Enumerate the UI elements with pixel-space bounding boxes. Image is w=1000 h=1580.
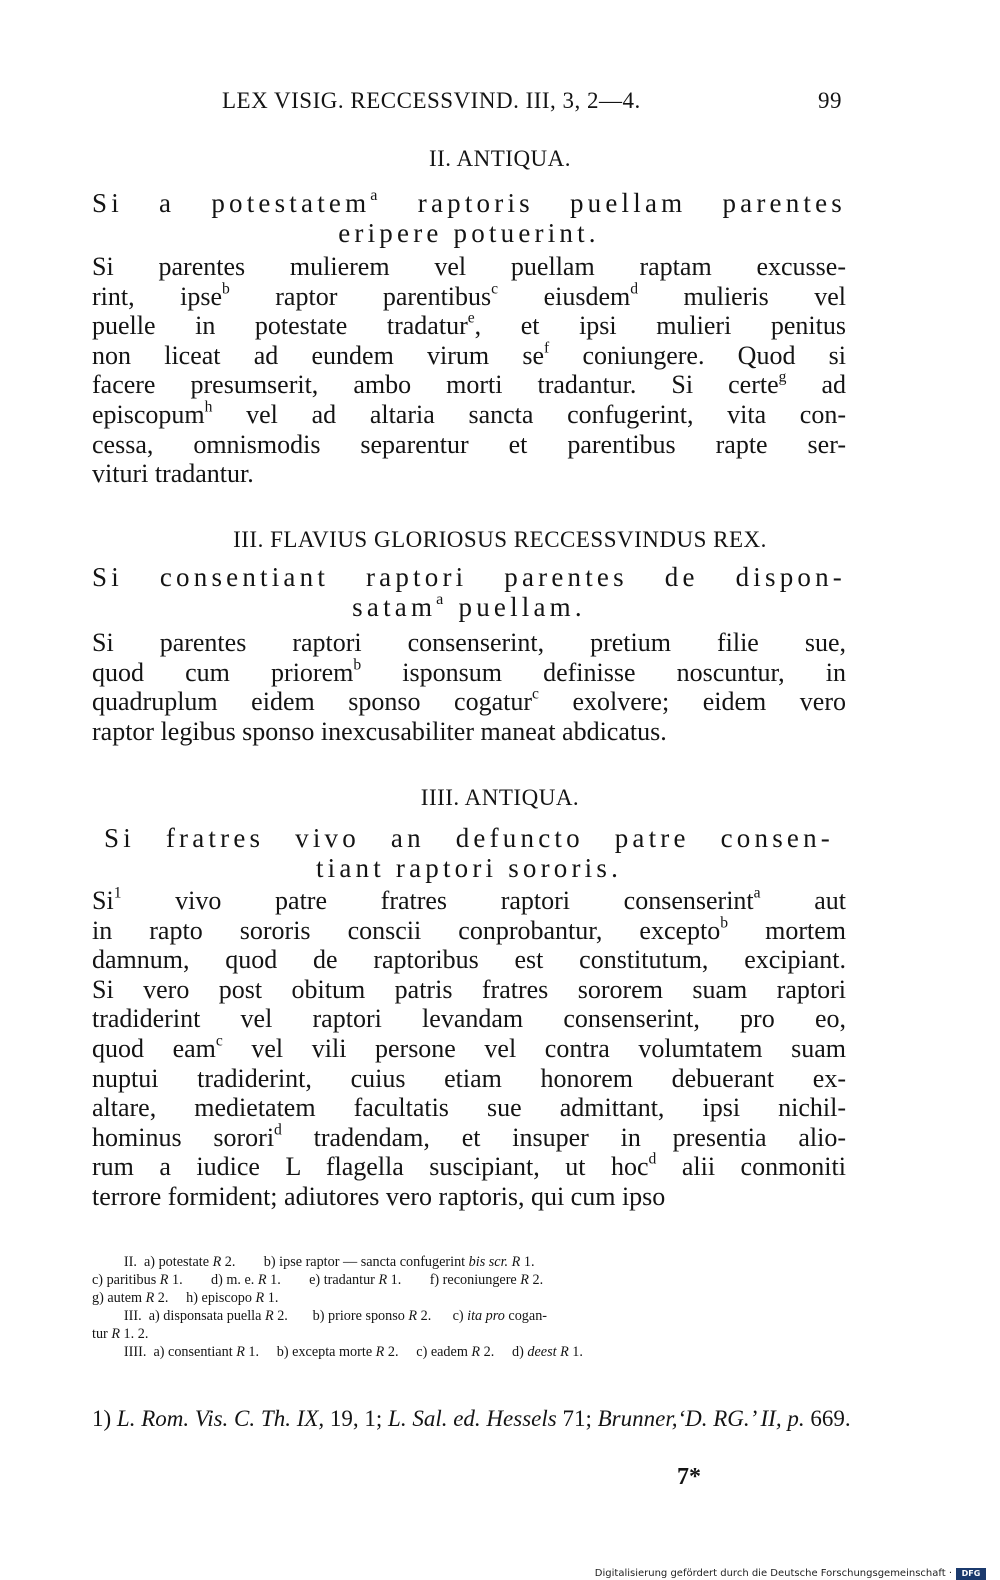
text-line: c) paritibus R 1. d) m. e. R 1. e) tradantur R 1. f) reconiungere R 2. xyxy=(92,1272,544,1288)
text-line: cessa, omnismodis separentur et parentibus rapte ser- xyxy=(92,429,846,459)
text-line: nuptui tradiderint, cuius etiam honorem debuerant ex- xyxy=(92,1063,846,1093)
text-line: damnum, quod de raptoribus est constitutum, excipiant. xyxy=(92,945,846,975)
text-line: in rapto sororis conscii conprobantur, excepto$^b$ mortem xyxy=(92,913,846,945)
text-line: quod cum priorem$^b$ isponsum definisse noscuntur, in xyxy=(92,655,846,687)
text-line: rint, ipse$^b$ raptor parentibus$^c$ eiusdem$^d$ mulieris vel xyxy=(92,279,846,311)
section-heading: III. FLAVIUS GLORIOSUS RECCESSVINDUS REX. xyxy=(233,527,767,552)
critical-apparatus xyxy=(92,1253,846,1361)
text-line: tradiderint vel raptori levandam consenserint, pro eo, xyxy=(92,1004,846,1034)
text-line: tur R 1. 2. xyxy=(92,1326,149,1342)
text-line: quadruplum eidem sponso cogatur$^c$ exolvere; eidem vero xyxy=(92,685,846,717)
text-line: IIII. a) consentiant R 1. b) excepta morte R 2. c) eadem R 2. d) deest R 1. xyxy=(92,1344,583,1360)
text-line: III. a) disponsata puella R 2. b) priore sponso R 2. c) ita pro cogan- xyxy=(92,1308,548,1324)
footnote xyxy=(92,1404,852,1434)
rubric-line: Si fratres vivo an defuncto patre consen- xyxy=(104,823,834,853)
section-heading: IIII. ANTIQUA. xyxy=(420,785,580,810)
text-line: episcopum$^h$ vel ad altaria sancta confugerint, vita con- xyxy=(92,398,846,429)
rubric-line: satam$^a$ puellam. xyxy=(352,589,586,622)
page-number: 99 xyxy=(818,88,842,113)
section-body xyxy=(92,252,846,489)
rubric-line: eripere potuerint. xyxy=(338,218,600,248)
section-heading: II. ANTIQUA. xyxy=(428,146,572,171)
text-line: Si vero post obitum patris fratres sororem suam raptori xyxy=(92,974,846,1004)
text-line: raptor legibus sponso inexcusabiliter maneat abdicatus. xyxy=(92,716,667,746)
signature-mark: 7* xyxy=(677,1464,701,1490)
section-body xyxy=(92,628,846,746)
rubric-line: Si a potestatem$^a$ raptoris puellam parentes xyxy=(92,185,846,218)
text-line: non liceat ad eundem virum $se^f$ coniungere. Quod si xyxy=(92,339,847,370)
running-header: LEX VISIG. RECCESSVIND. III, 3, 2—4. xyxy=(222,88,641,113)
text-line: terrore formident; adiutores vero raptoris, qui cum ipso xyxy=(92,1181,666,1211)
digitization-bar xyxy=(0,1568,1000,1580)
text-line: Si parentes raptori consenserint, pretium filie sue, xyxy=(92,628,846,657)
text-line: Si parentes mulierem vel puellam raptam excusse- xyxy=(92,252,846,281)
text-line: quod eam$^c$ vel vili persone vel contra volumtatem suam xyxy=(92,1032,846,1063)
text-line: 1) L. Rom. Vis. C. Th. IX, 19, 1; L. Sal. ed. Hessels 71; Brunner, xyxy=(92,1406,678,1431)
text-line: puelle in potestate tradatur$^e$, et ipsi mulieri penitus xyxy=(92,309,846,341)
section-rubric xyxy=(92,185,846,248)
text-line: rum a iudice L flagella suscipiant, ut hoc$^d$ alii conmoniti xyxy=(92,1150,846,1182)
section-rubric xyxy=(104,823,834,883)
section-rubric xyxy=(92,562,846,622)
text-line: ‘D. RG.’ II, p. 669. xyxy=(677,1406,851,1431)
digitization-credit: Digitalisierung gefördert durch die Deutsche Forschungsgemeinschaft · xyxy=(594,1568,952,1579)
rubric-line: Si consentiant raptori parentes de dispon- xyxy=(92,562,846,592)
text-line: altare, medietatem facultatis sue admittant, ipsi nichil- xyxy=(92,1093,846,1123)
dfg-logo: DFG xyxy=(956,1568,986,1580)
text-line: Si$^1$ vivo patre fratres raptori consenserint$^a$ aut xyxy=(92,884,846,915)
text-line: hominus sorori$^d$ tradendam, et insuper in presentia alio- xyxy=(92,1121,846,1152)
text-line: II. a) potestate R 2. b) ipse raptor — sancta confugerint bis scr. R 1. xyxy=(92,1254,535,1270)
rubric-line: tiant raptori sororis. xyxy=(315,853,623,883)
text-line: vituri tradantur. xyxy=(92,459,254,489)
text-line: g) autem R 2. h) episcopo R 1. xyxy=(92,1290,279,1306)
text-line: facere presumserit, ambo morti tradantur. Si certe$^g$ ad xyxy=(92,368,847,400)
section-body xyxy=(92,886,846,1212)
